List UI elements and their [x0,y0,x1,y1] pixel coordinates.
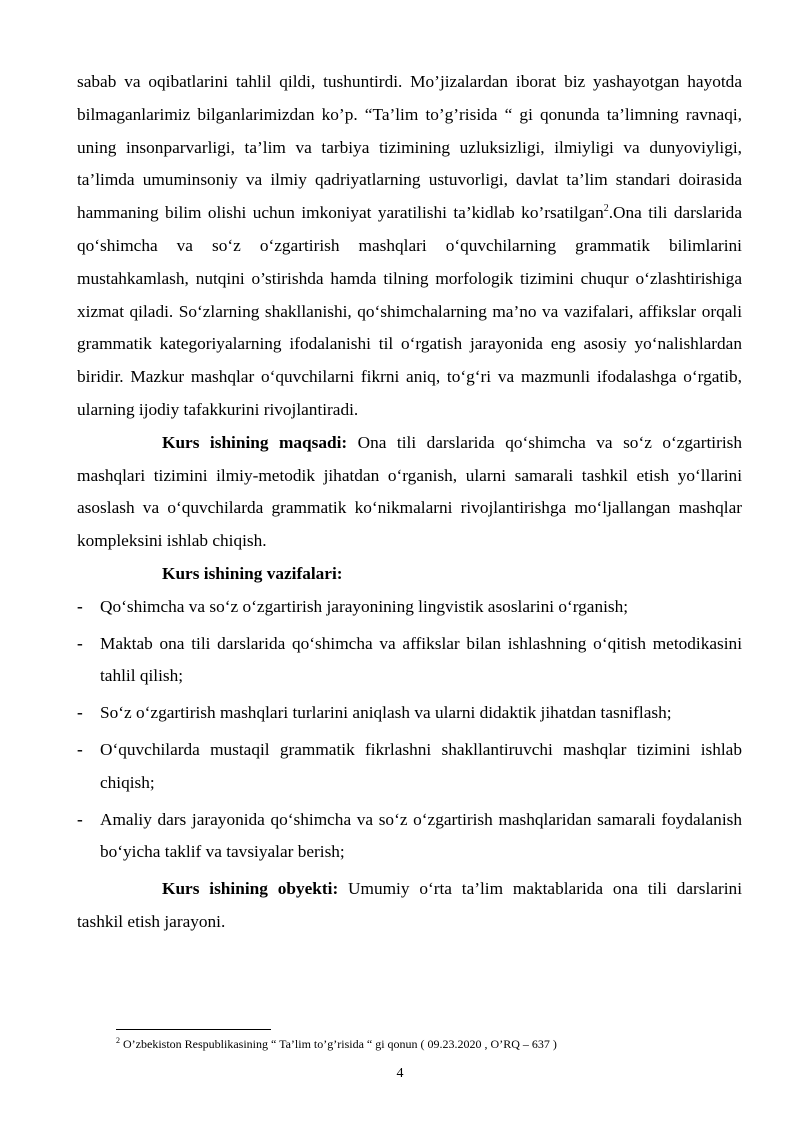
tasks-list [77,591,742,869]
list-item [77,591,742,624]
dash-bullet: - [77,809,83,829]
dash-bullet: - [77,703,83,723]
list-item-text: Maktab ona tili darslarida qo‘shimcha va affikslar bilan ishlashning o‘qitish metodikasini tahlil qilish; [100,633,742,686]
page-number: 4 [396,1066,404,1081]
list-item [77,734,742,800]
tasks-heading: Kurs ishining vazifalari: [162,563,343,583]
footnote [116,1036,557,1052]
footnote-number: 2 [116,1036,120,1045]
tasks-heading-paragraph [77,558,742,591]
page-body [77,66,742,939]
dash-bullet: - [77,596,83,616]
intro-text: sabab va oqibatlarini tahlil qildi, tushuntirdi. Mo’jizalardan iborat biz yashayotgan hayotda bilmaganlarimiz bilganlarimizdan ko’p. “Ta’lim to’g’risida “ gi qonunda ta’limning ravnaqi, uning insonparvarligi, ta’lim va tarbiya tizimining uzluksizligi, ilmiyligi va dunyoviyligi, ta’limda umuminsoniy va ilmiy qadriyatlarning ustuvorligi, davlat ta’lim standari doirasida hammaning bilim olishi uchun imkoniyat yaratilishi ta’kidlab ko’rsatilgan [77,72,742,223]
footnote-reference: 2 [603,203,609,215]
footnote-text: O’zbekiston Respublikasining “ Ta’lim to’g’risida “ gi qonun ( 09.23.2020 , O’RQ – 637 ) [120,1037,557,1051]
goal-heading: Kurs ishining maqsadi: [162,432,348,452]
list-item-text: Amaliy dars jarayonida qo‘shimcha va so‘z o‘zgartirish mashqlaridan samarali foydalanish bo‘yicha taklif va tavsiyalar berish; [100,809,742,862]
dash-bullet: - [77,633,83,653]
list-item-text: O‘quvchilarda mustaqil grammatik fikrlashni shakllantiruvchi mashqlar tizimini ishlab chiqish; [100,739,742,792]
list-item [77,628,742,694]
list-item [77,804,742,870]
footnote-divider [116,1029,271,1030]
dash-bullet: - [77,739,83,759]
list-item-text: Qo‘shimcha va so‘z o‘zgartirish jarayonining lingvistik asoslarini o‘rganish; [100,596,629,616]
object-paragraph [77,873,742,939]
intro-text-continued: .Ona tili darslarida qo‘shimcha va so‘z o‘zgartirish mashqlari o‘quvchilarning grammatik bilimlarini mustahkamlash, nutqini o’stirishda hamda tilning morfologik tizimini chuqur o‘zlashtirishiga xizmat qiladi. So‘zlarning shakllanishi, qo‘shimchalarning ma’no va vazifalari, affikslar orqali grammatik kategoriyalarning ifodalanishi til o‘rgatish jarayonida eng asosiy yo‘nalishlardan biridir. Mazkur mashqlar o‘quvchilarni fikrni aniq, to‘g‘ri va mazmunli ifodalashga o‘rgatib, ularning ijodiy tafakkurini rivojlantiradi. [77,203,742,419]
list-item [77,697,742,730]
goal-text: Ona tili darslarida qo‘shimcha va so‘z o‘zgartirish mashqlari tizimini ilmiy-metodik jihatdan o‘rganish, ularni samarali tashkil etish yo‘llarini asoslash va o‘quvchilarda grammatik ko‘nikmalarni rivojlantirishga mo‘ljallangan mashqlar kompleksini ishlab chiqish. [77,432,742,551]
object-text: Umumiy o‘rta ta’lim maktablarida ona tili darslarini tashkil etish jarayoni. [77,879,742,931]
intro-paragraph [77,66,742,427]
object-heading: Kurs ishining obyekti: [162,879,339,899]
list-item-text: So‘z o‘zgartirish mashqlari turlarini aniqlash va ularni didaktik jihatdan tasniflash; [100,703,672,723]
goal-paragraph [77,427,742,558]
